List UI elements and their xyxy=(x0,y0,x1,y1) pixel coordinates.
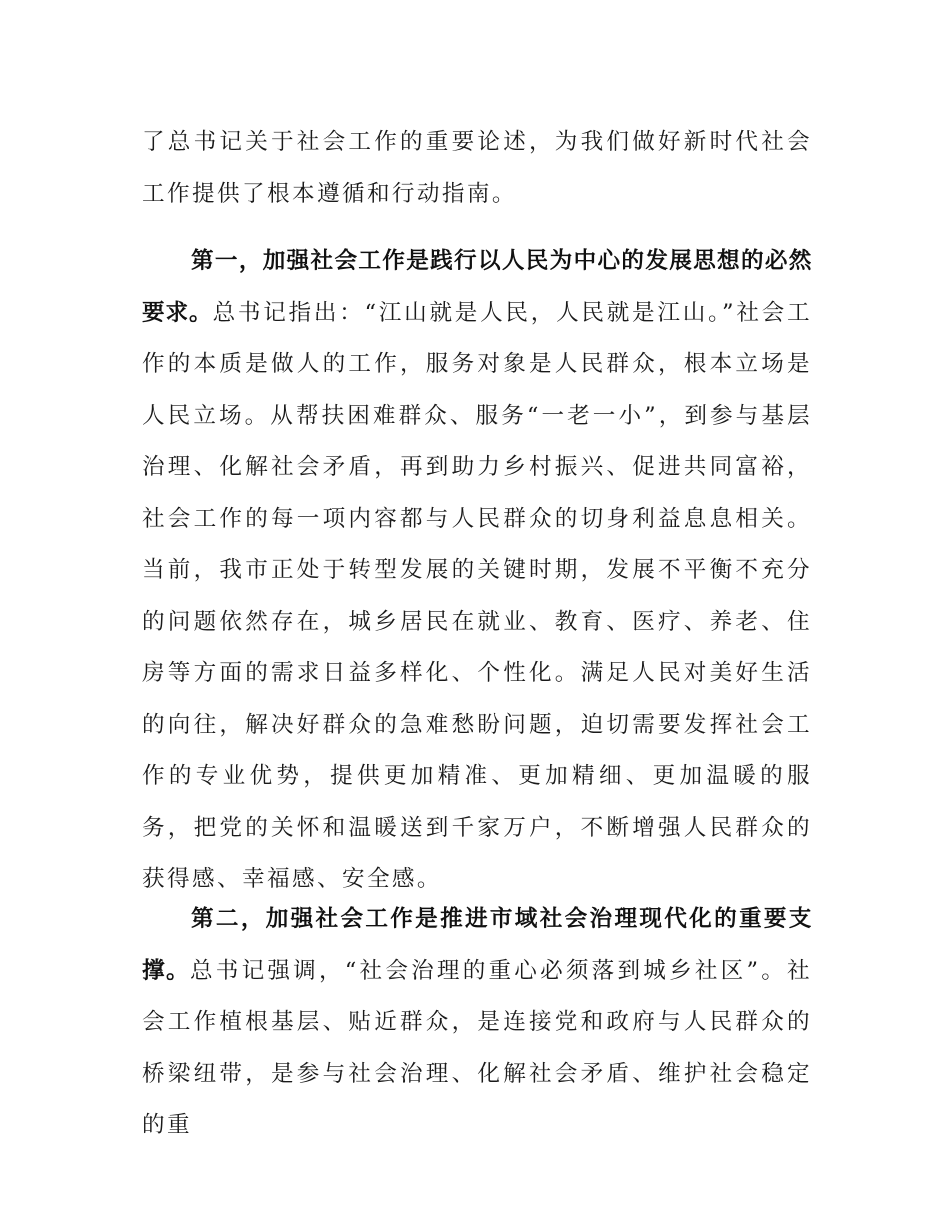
paragraph-second-text xyxy=(142,894,812,1152)
intro-text: 了总书记关于社会工作的重要论述，为我们做好新时代社会工作提供了根本遵循和行动指南。 xyxy=(142,129,812,207)
intro-paragraph xyxy=(142,117,812,220)
paragraph-second-body: 总书记强调，“社会治理的重心必须落到城乡社区”。社会工作植根基层、贴近群众，是连接党和政府与人民群众的桥梁纽带，是参与社会治理、化解社会矛盾、维护社会稳定的重 xyxy=(142,957,812,1138)
paragraph-first-text xyxy=(142,236,812,906)
paragraph-first-lead: 第一，加强社会工作是践行以人民为中心的发展思想的必然要求。 xyxy=(142,248,812,326)
paragraph-second-lead: 第二，加强社会工作是推进市域社会治理现代化的重要支撑。 xyxy=(142,906,812,984)
paragraph-second xyxy=(142,894,812,1152)
paragraph-first-body: 总书记指出：“江山就是人民，人民就是江山。”社会工作的本质是做人的工作，服务对象是人民群众，根本立场是人民立场。从帮扶困难群众、服务“一老一小”，到参与基层治理、化解社会矛盾，再到助力乡村振兴、促进共同富裕，社会工作的每一项内容都与人民群众的切身利益息息相关。当前，我市正处于转型发展的关键时期，发展不平衡不充分的问题依然存在，城乡居民在就业、教育、医疗、养老、住房等方面的需求日益多样化、个性化。满足人民对美好生活的向往，解决好群众的急难愁盼问题，迫切需要发挥社会工作的专业优势，提供更加精准、更加精细、更加温暖的服务，把党的关怀和温暖送到千家万户，不断增强人民群众的获得感、幸福感、安全感。 xyxy=(142,299,812,892)
paragraph-first xyxy=(142,236,812,906)
